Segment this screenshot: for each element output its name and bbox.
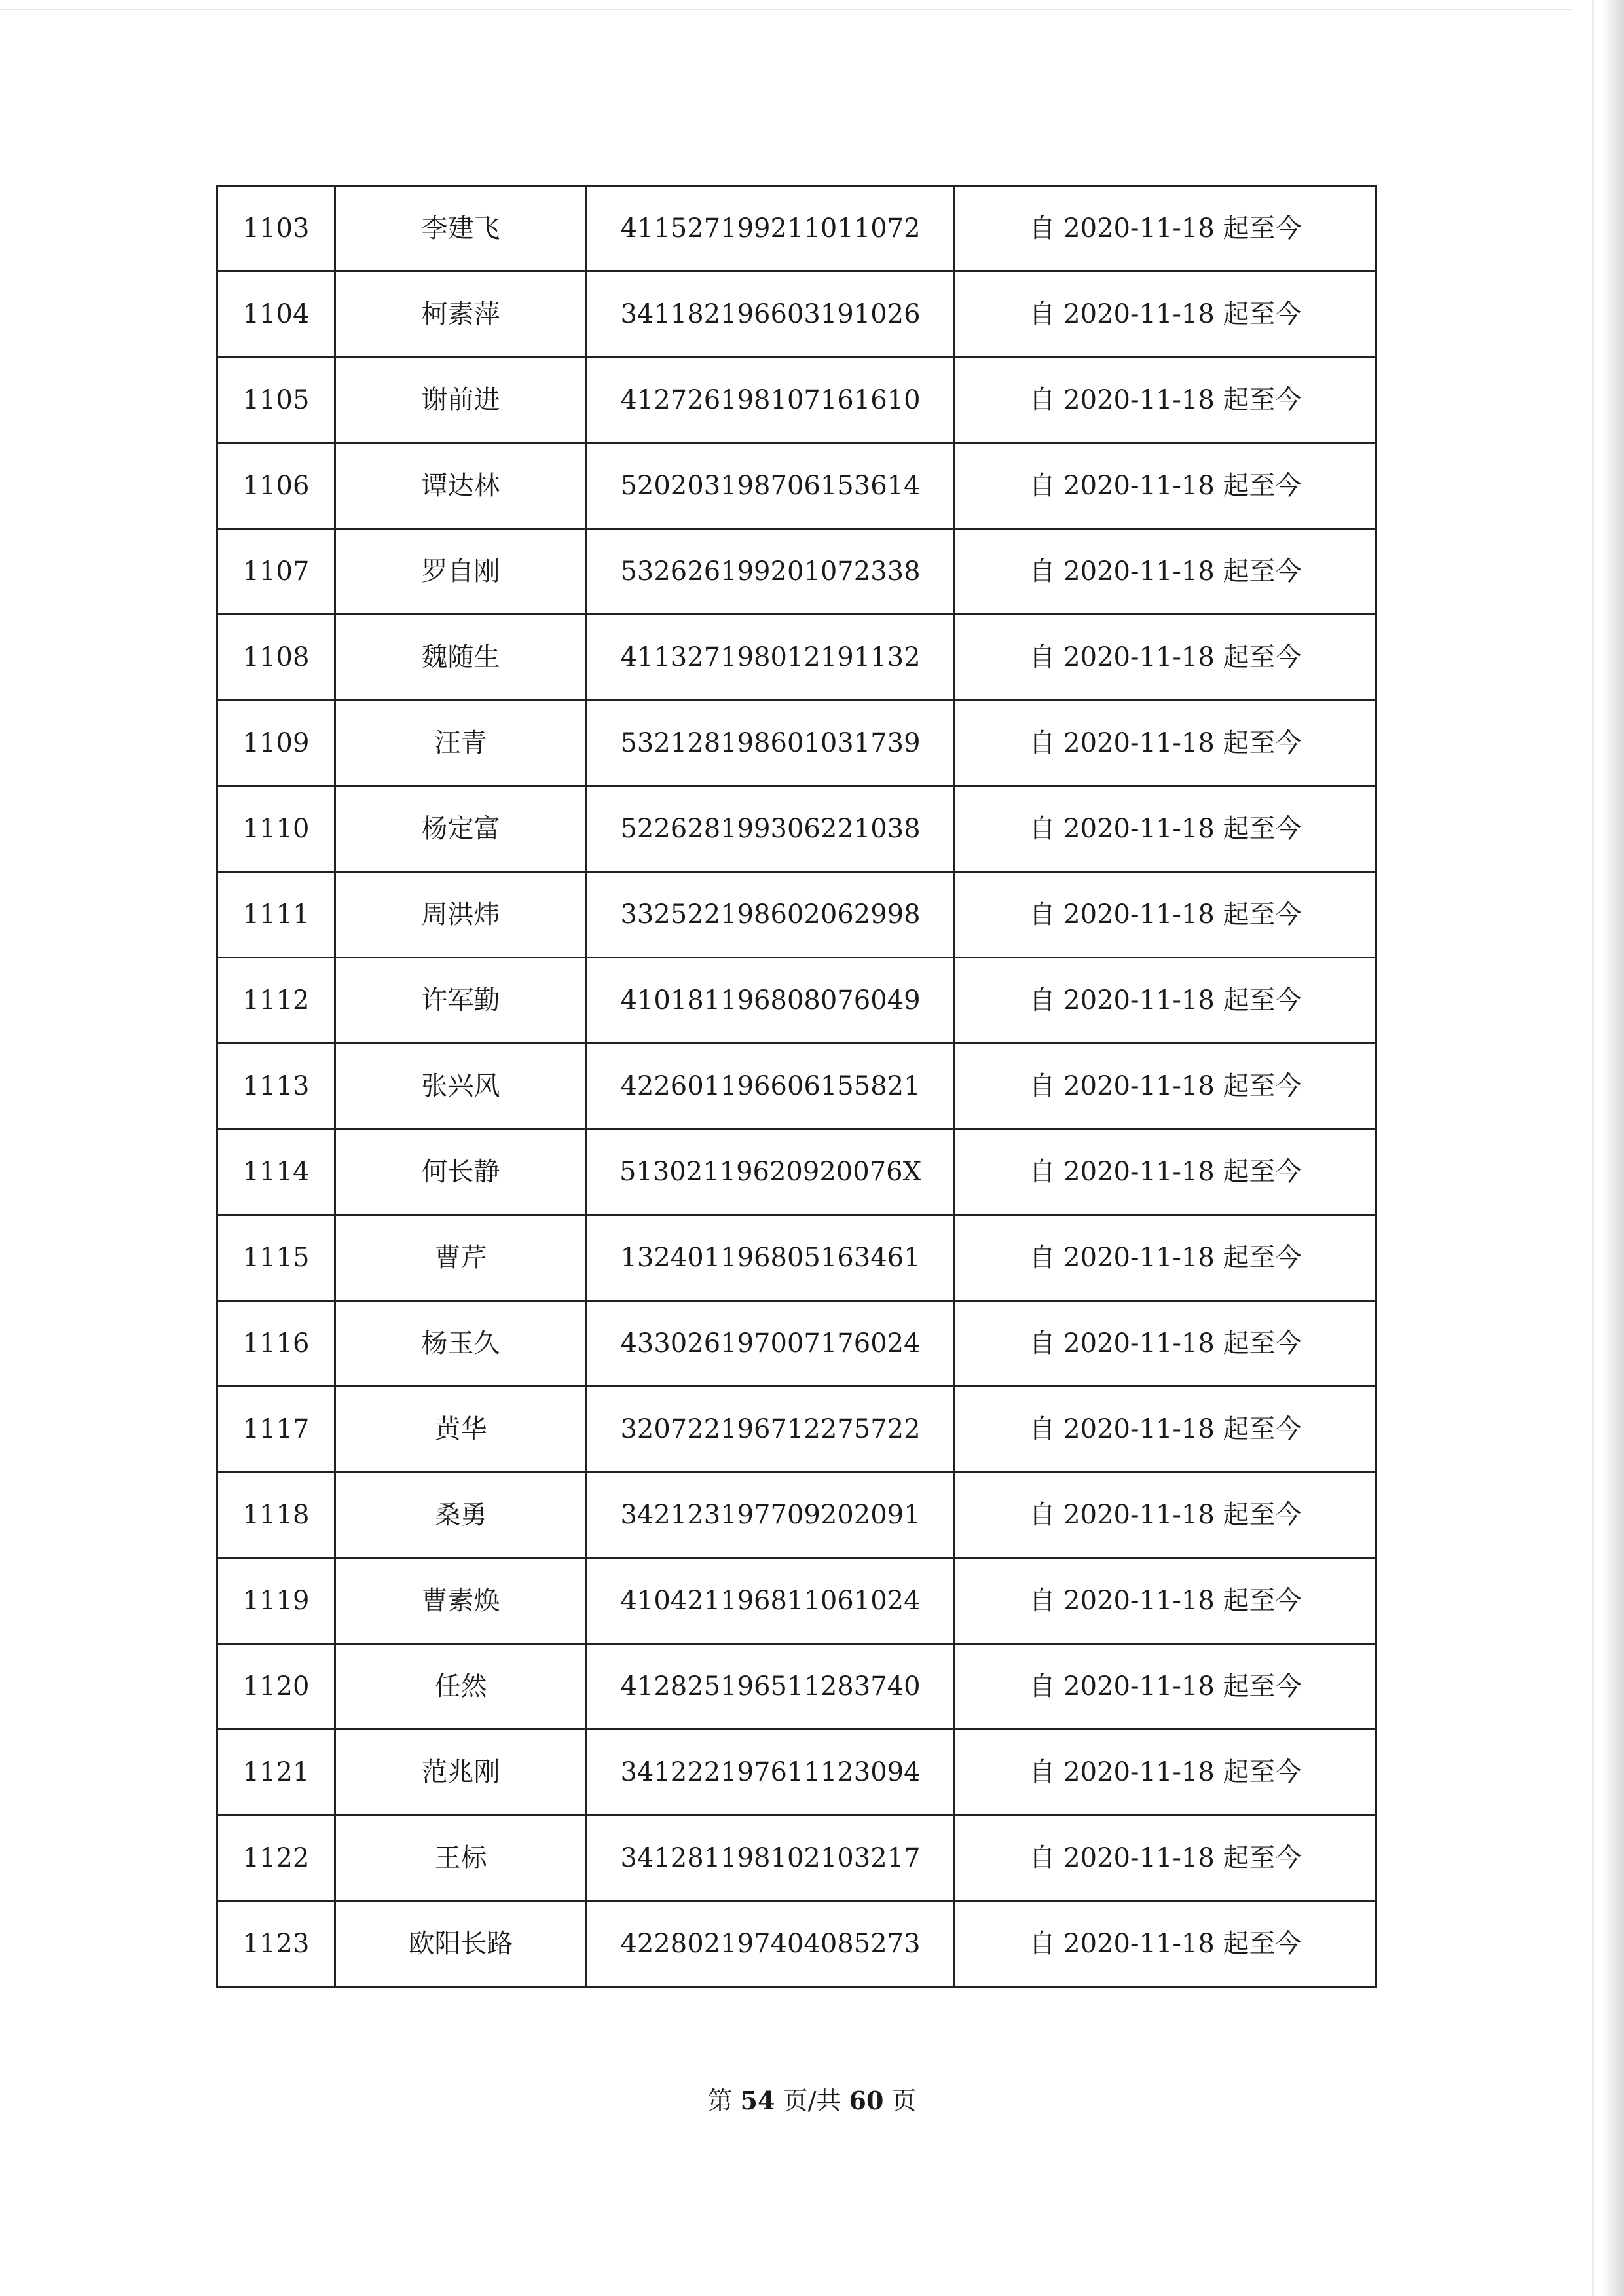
id-number-cell: 422802197404085273 (587, 1901, 955, 1987)
period-cell: 自 2020-11-18 起至今 (955, 1129, 1376, 1215)
period-cell: 自 2020-11-18 起至今 (955, 1815, 1376, 1901)
table-row (217, 786, 1376, 872)
table-row (217, 1215, 1376, 1301)
current-page-number: 54 (740, 2086, 775, 2115)
table-row (217, 615, 1376, 701)
period-cell: 自 2020-11-18 起至今 (955, 186, 1376, 272)
row-number-cell: 1117 (217, 1387, 335, 1472)
name-cell: 汪青 (335, 701, 587, 786)
row-number-cell: 1121 (217, 1730, 335, 1815)
row-number-cell: 1114 (217, 1129, 335, 1215)
table-row (217, 958, 1376, 1044)
table-row (217, 1815, 1376, 1901)
row-number-cell: 1120 (217, 1644, 335, 1730)
id-number-cell: 433026197007176024 (587, 1301, 955, 1387)
row-number-cell: 1113 (217, 1044, 335, 1129)
row-number-cell: 1116 (217, 1301, 335, 1387)
id-number-cell: 51302119620920076X (587, 1129, 955, 1215)
row-number-cell: 1119 (217, 1558, 335, 1644)
id-number-cell: 532128198601031739 (587, 701, 955, 786)
table-row (217, 357, 1376, 443)
scan-top-line (0, 9, 1572, 10)
name-cell: 李建飞 (335, 186, 587, 272)
id-number-cell: 411527199211011072 (587, 186, 955, 272)
page-footer (0, 2081, 1624, 2117)
name-cell: 周洪炜 (335, 872, 587, 958)
period-cell: 自 2020-11-18 起至今 (955, 357, 1376, 443)
period-cell: 自 2020-11-18 起至今 (955, 872, 1376, 958)
row-number-cell: 1107 (217, 529, 335, 615)
name-cell: 杨玉久 (335, 1301, 587, 1387)
table-row (217, 1044, 1376, 1129)
id-number-cell: 411327198012191132 (587, 615, 955, 701)
period-cell: 自 2020-11-18 起至今 (955, 701, 1376, 786)
table-row (217, 1301, 1376, 1387)
row-number-cell: 1108 (217, 615, 335, 701)
period-cell: 自 2020-11-18 起至今 (955, 443, 1376, 529)
period-cell: 自 2020-11-18 起至今 (955, 1558, 1376, 1644)
table-row (217, 186, 1376, 272)
row-number-cell: 1106 (217, 443, 335, 529)
id-number-cell: 341222197611123094 (587, 1730, 955, 1815)
id-number-cell: 341281198102103217 (587, 1815, 955, 1901)
name-cell: 任然 (335, 1644, 587, 1730)
period-cell: 自 2020-11-18 起至今 (955, 272, 1376, 357)
period-cell: 自 2020-11-18 起至今 (955, 1472, 1376, 1558)
name-cell: 范兆刚 (335, 1730, 587, 1815)
period-cell: 自 2020-11-18 起至今 (955, 1215, 1376, 1301)
name-cell: 谢前进 (335, 357, 587, 443)
id-number-cell: 320722196712275722 (587, 1387, 955, 1472)
table-row (217, 1558, 1376, 1644)
name-cell: 曹芹 (335, 1215, 587, 1301)
period-cell: 自 2020-11-18 起至今 (955, 786, 1376, 872)
id-number-cell: 332522198602062998 (587, 872, 955, 958)
total-pages-number: 60 (849, 2086, 884, 2115)
table-row (217, 443, 1376, 529)
footer-middle: 页/共 (783, 2086, 841, 2115)
footer-prefix: 第 (707, 2086, 733, 2115)
row-number-cell: 1111 (217, 872, 335, 958)
row-number-cell: 1112 (217, 958, 335, 1044)
name-cell: 欧阳长路 (335, 1901, 587, 1987)
row-number-cell: 1103 (217, 186, 335, 272)
period-cell: 自 2020-11-18 起至今 (955, 1044, 1376, 1129)
name-cell: 许军勤 (335, 958, 587, 1044)
id-number-cell: 412726198107161610 (587, 357, 955, 443)
scan-right-edge (1602, 0, 1624, 2296)
row-number-cell: 1110 (217, 786, 335, 872)
id-number-cell: 412825196511283740 (587, 1644, 955, 1730)
table-row (217, 1730, 1376, 1815)
name-cell: 曹素焕 (335, 1558, 587, 1644)
period-cell: 自 2020-11-18 起至今 (955, 1644, 1376, 1730)
row-number-cell: 1118 (217, 1472, 335, 1558)
table-row (217, 701, 1376, 786)
period-cell: 自 2020-11-18 起至今 (955, 1730, 1376, 1815)
period-cell: 自 2020-11-18 起至今 (955, 1301, 1376, 1387)
period-cell: 自 2020-11-18 起至今 (955, 1901, 1376, 1987)
footer-suffix: 页 (891, 2086, 917, 2115)
row-number-cell: 1105 (217, 357, 335, 443)
row-number-cell: 1104 (217, 272, 335, 357)
row-number-cell: 1122 (217, 1815, 335, 1901)
table-row (217, 1644, 1376, 1730)
name-cell: 何长静 (335, 1129, 587, 1215)
row-number-cell: 1123 (217, 1901, 335, 1987)
table-row (217, 1472, 1376, 1558)
name-cell: 杨定富 (335, 786, 587, 872)
name-cell: 谭达林 (335, 443, 587, 529)
records-table (216, 185, 1377, 1988)
records-table-body (217, 186, 1376, 1987)
id-number-cell: 341182196603191026 (587, 272, 955, 357)
period-cell: 自 2020-11-18 起至今 (955, 615, 1376, 701)
name-cell: 王标 (335, 1815, 587, 1901)
name-cell: 魏随生 (335, 615, 587, 701)
period-cell: 自 2020-11-18 起至今 (955, 1387, 1376, 1472)
scan-edge-line (1592, 0, 1594, 2296)
name-cell: 罗自刚 (335, 529, 587, 615)
id-number-cell: 410181196808076049 (587, 958, 955, 1044)
id-number-cell: 522628199306221038 (587, 786, 955, 872)
name-cell: 柯素萍 (335, 272, 587, 357)
name-cell: 桑勇 (335, 1472, 587, 1558)
period-cell: 自 2020-11-18 起至今 (955, 958, 1376, 1044)
id-number-cell: 422601196606155821 (587, 1044, 955, 1129)
id-number-cell: 520203198706153614 (587, 443, 955, 529)
name-cell: 黄华 (335, 1387, 587, 1472)
row-number-cell: 1109 (217, 701, 335, 786)
table-row (217, 1387, 1376, 1472)
table-row (217, 1901, 1376, 1987)
row-number-cell: 1115 (217, 1215, 335, 1301)
id-number-cell: 132401196805163461 (587, 1215, 955, 1301)
table-row (217, 1129, 1376, 1215)
table-row (217, 529, 1376, 615)
name-cell: 张兴风 (335, 1044, 587, 1129)
table-row (217, 872, 1376, 958)
id-number-cell: 532626199201072338 (587, 529, 955, 615)
period-cell: 自 2020-11-18 起至今 (955, 529, 1376, 615)
id-number-cell: 342123197709202091 (587, 1472, 955, 1558)
id-number-cell: 410421196811061024 (587, 1558, 955, 1644)
table-row (217, 272, 1376, 357)
